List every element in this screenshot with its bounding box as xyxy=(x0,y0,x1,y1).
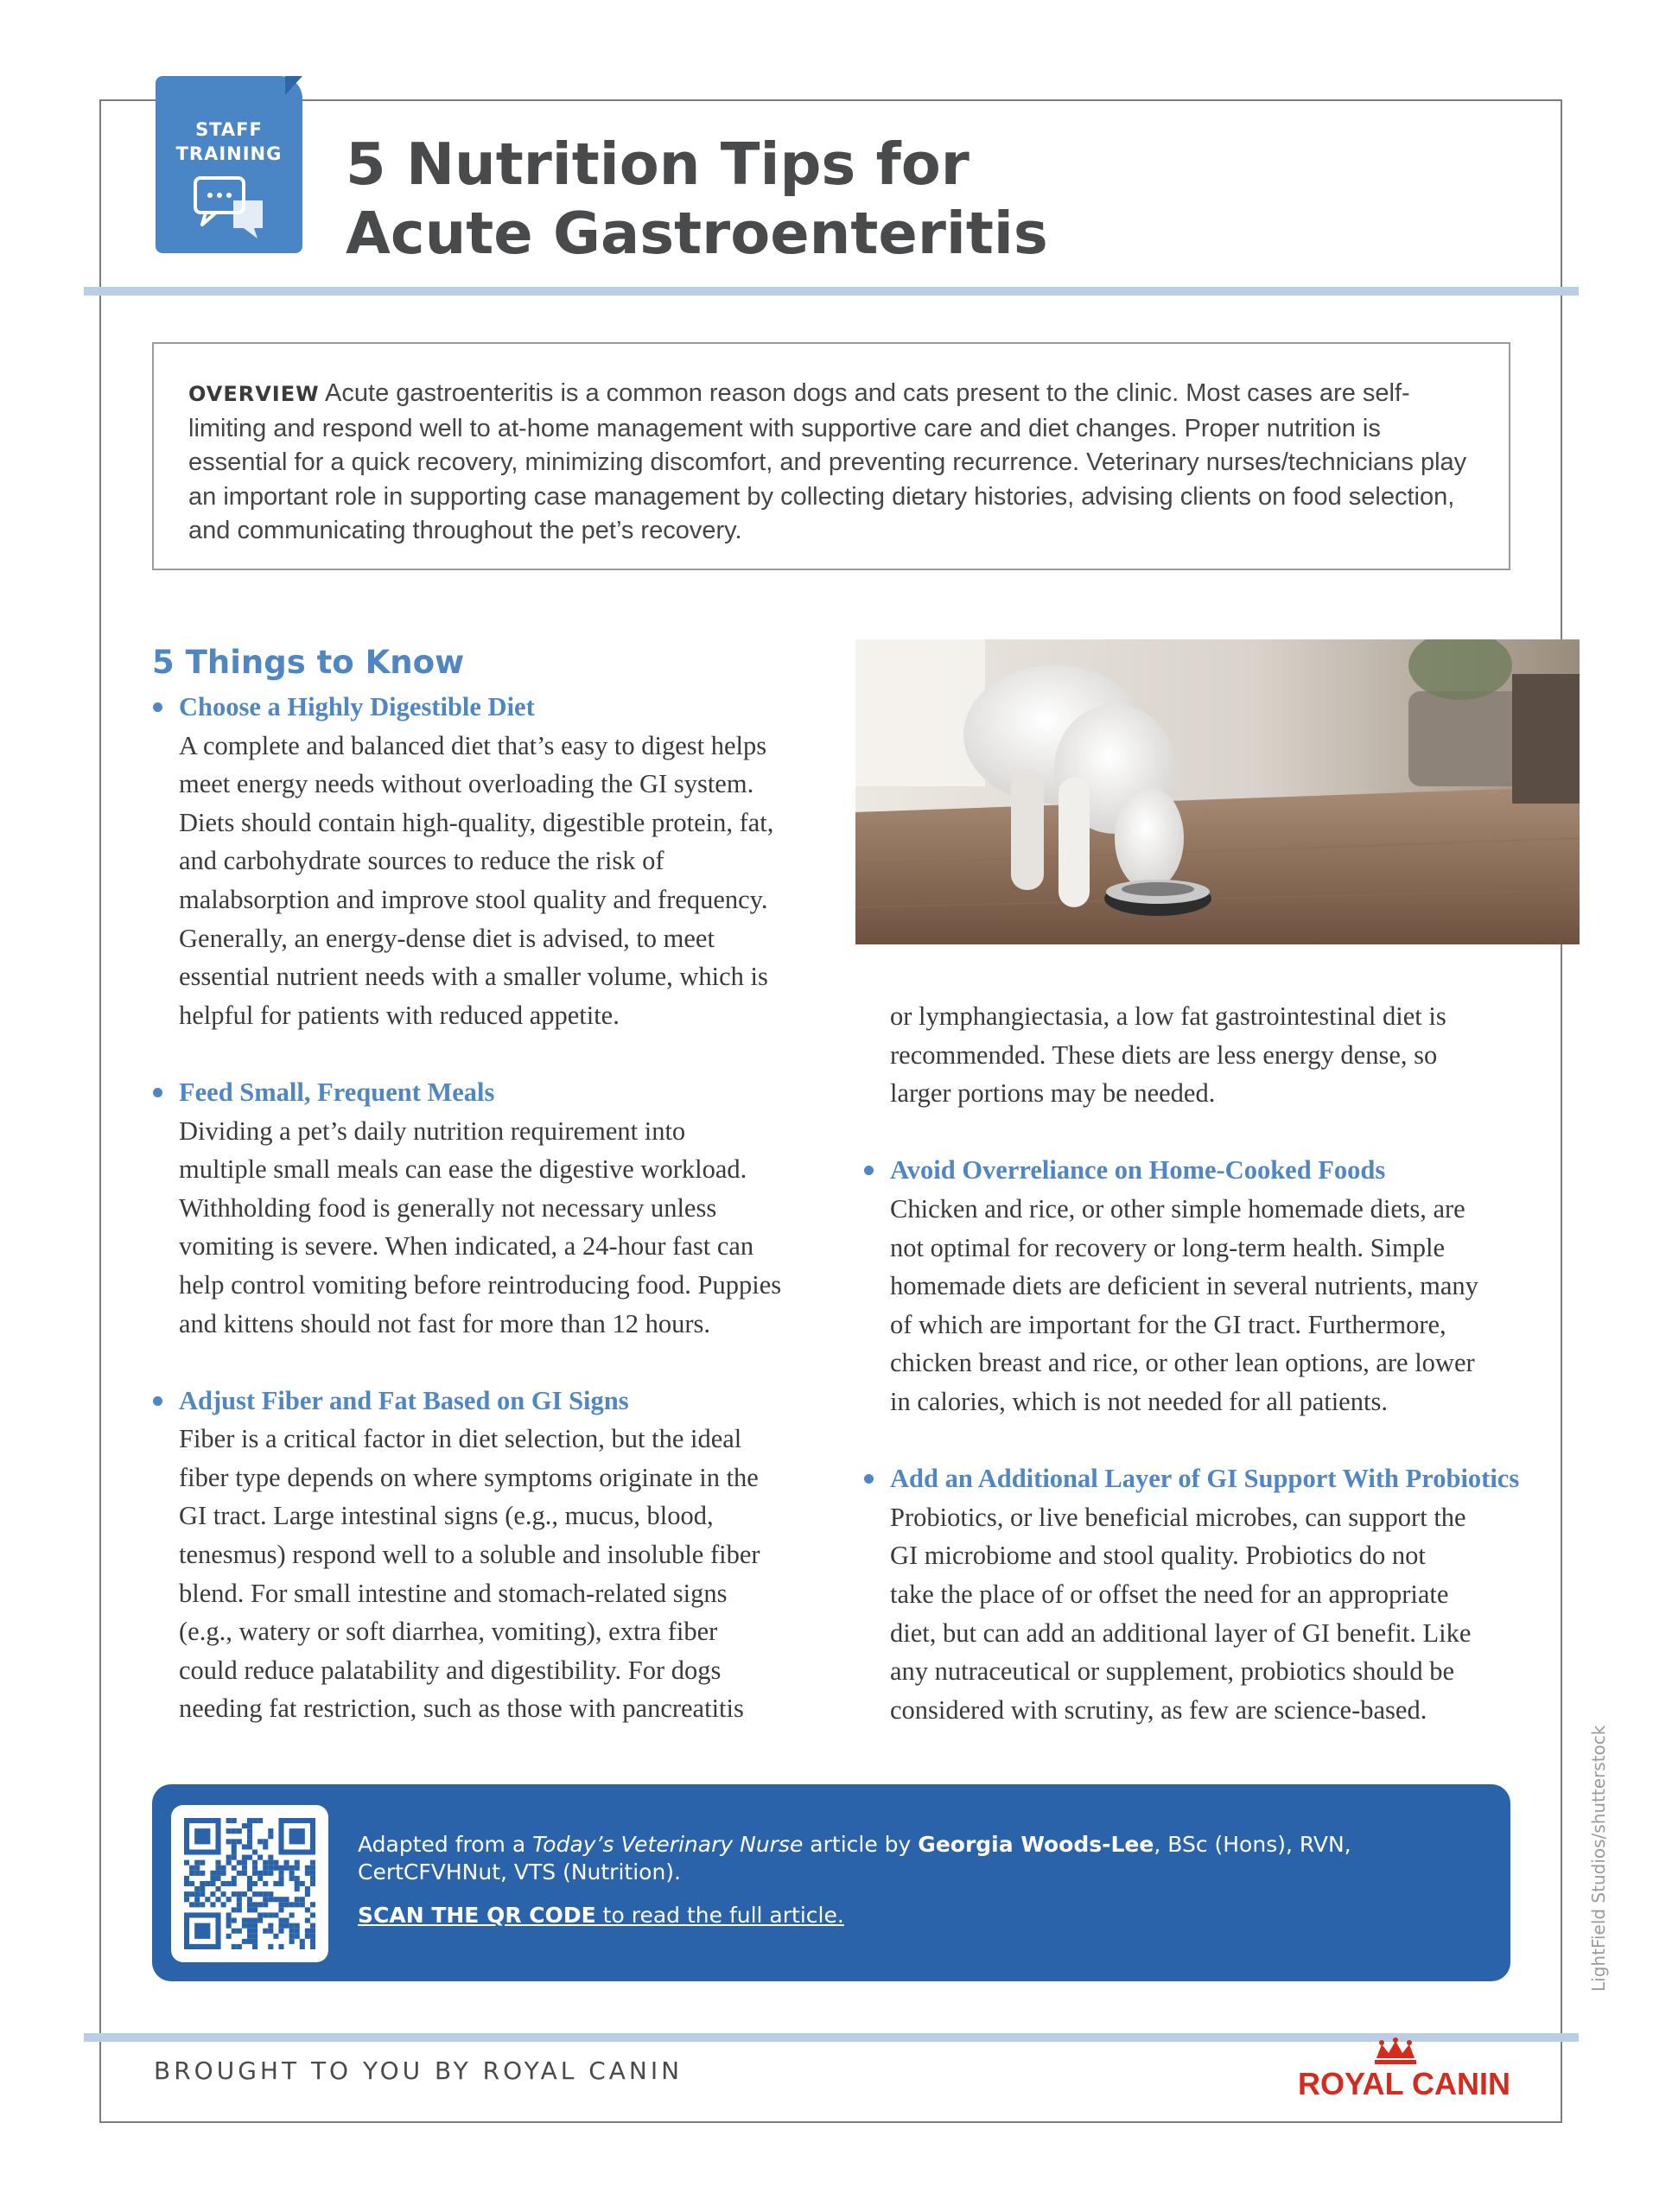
scan-qr-label: SCAN THE QR CODE xyxy=(358,1903,596,1928)
tip-3-line: tenesmus) respond well to a soluble and insoluble fiber xyxy=(179,1540,760,1570)
article-source-text xyxy=(358,1831,1481,1929)
author-name: Georgia Woods-Lee xyxy=(918,1832,1154,1857)
sponsor-line: BROUGHT TO YOU BY ROYAL CANIN xyxy=(154,2056,683,2085)
tip-4-line: Chicken and rice, or other simple homemade diets, are xyxy=(890,1193,1465,1224)
staff-training-badge xyxy=(156,76,302,253)
tip-3-line: Fiber is a critical factor in diet selection, but the ideal xyxy=(179,1424,742,1454)
tip-3-continued xyxy=(890,997,1547,1113)
publication-name: Today’s Veterinary Nurse xyxy=(532,1832,804,1857)
tip-3-line: blend. For small intestine and stomach-related signs xyxy=(179,1578,728,1608)
tip-3-line: GI tract. Large intestinal signs (e.g., mucus, blood, xyxy=(179,1501,714,1531)
tip-2-line: and kittens should not fast for more than 12 hours. xyxy=(179,1308,710,1338)
tip-1-line: Diets should contain high-quality, digestible protein, fat, xyxy=(179,807,774,837)
tip-5-body xyxy=(890,1498,1547,1730)
page-title xyxy=(346,130,1048,268)
tip-5-line: diet, but can add an additional layer of GI benefit. Like xyxy=(890,1618,1472,1648)
tip-3-line: or lymphangiectasia, a low fat gastrointestinal diet is xyxy=(890,1001,1446,1031)
badge-line-2: TRAINING xyxy=(175,143,283,164)
tip-1-line: essential nutrient needs with a smaller volume, which is xyxy=(179,962,768,992)
header-rule xyxy=(84,287,1579,296)
bullet-icon xyxy=(153,1088,162,1097)
tip-2-heading xyxy=(179,1073,836,1112)
logo-text: ROYAL CANIN xyxy=(1297,2066,1511,2101)
tip-4-line: in calories, which is not needed for all patients. xyxy=(890,1386,1388,1416)
tip-3-line: (e.g., watery or soft diarrhea, vomiting), extra fiber xyxy=(179,1617,718,1647)
tip-5-line: GI microbiome and stool quality. Probiotics do not xyxy=(890,1541,1426,1571)
tip-3-line: could reduce palatability and digestibility. For dogs xyxy=(179,1655,722,1685)
overview-box xyxy=(152,342,1510,570)
tip-4-line: not optimal for recovery or long-term health. Simple xyxy=(890,1232,1446,1262)
photo-credit: LightField Studios/shutterstock xyxy=(1588,1725,1609,1992)
dog-eating-photo xyxy=(855,639,1580,944)
tip-1-heading-text: Choose a Highly Digestible Diet xyxy=(179,692,535,721)
full-article-link[interactable] xyxy=(358,1902,1481,1929)
tip-1-line: helpful for patients with reduced appetite. xyxy=(179,1000,620,1030)
scan-qr-rest: to read the full article. xyxy=(595,1903,844,1928)
bullet-icon xyxy=(153,1396,162,1406)
qr-code[interactable] xyxy=(171,1805,328,1962)
tip-1-heading xyxy=(179,688,836,727)
tip-3-line: recommended. These diets are less energy dense, so xyxy=(890,1039,1438,1070)
tip-3-line: larger portions may be needed. xyxy=(890,1078,1216,1109)
tip-2-body xyxy=(179,1112,836,1344)
tip-4-heading-text: Avoid Overreliance on Home-Cooked Foods xyxy=(890,1155,1386,1185)
tip-1-line: Generally, an energy-dense diet is advised, to meet xyxy=(179,923,715,953)
tip-1-line: and carbohydrate sources to reduce the risk of xyxy=(179,846,664,876)
overview-paragraph xyxy=(188,377,1485,549)
tip-3-body xyxy=(179,1420,836,1728)
royal-canin-logo xyxy=(1292,2037,1516,2107)
badge-line-1: STAFF xyxy=(195,119,263,140)
tip-2-heading-text: Feed Small, Frequent Meals xyxy=(179,1077,495,1107)
tip-5-line: Probiotics, or live beneficial microbes, can support the xyxy=(890,1502,1466,1532)
tip-4-line: chicken breast and rice, or other lean options, are lower xyxy=(890,1348,1475,1378)
tip-4-line: of which are important for the GI tract. Furthermore, xyxy=(890,1309,1446,1339)
bullet-icon xyxy=(153,702,162,712)
author-credentials: , BSc (Hons), RVN, CertCFVHNut, VTS (Nutrition). xyxy=(358,1832,1351,1885)
tip-4-heading xyxy=(890,1151,1547,1190)
tip-3-heading-text: Adjust Fiber and Fat Based on GI Signs xyxy=(179,1385,629,1415)
tip-4-body xyxy=(890,1190,1547,1421)
tip-1-line: A complete and balanced diet that’s easy to digest helps xyxy=(179,730,767,760)
tip-5-line: any nutraceutical or supplement, probiotics should be xyxy=(890,1656,1455,1687)
title-line-1: 5 Nutrition Tips for xyxy=(346,130,970,198)
tip-2-line: help control vomiting before reintroducing food. Puppies xyxy=(179,1269,782,1300)
right-column xyxy=(890,997,1547,1729)
tip-3-heading xyxy=(179,1382,836,1421)
section-title: 5 Things to Know xyxy=(152,644,465,681)
tip-1-line: meet energy needs without overloading the GI system. xyxy=(179,769,754,799)
overview-text: Acute gastroenteritis is a common reason dogs and cats present to the clinic. Most cases are self-limiting and respond well to at-home management with supportive care and diet changes. Proper nutrition is essential for a quick recovery, minimizing discomfort, and preventing recurrence. Veterinary nurses/technicians play an important role in supporting case management by collecting dietary histories, advising clients on food selection, and communicating throughout the pet’s recovery. xyxy=(188,379,1467,544)
tip-2-line: Dividing a pet’s daily nutrition requirement into xyxy=(179,1116,686,1146)
tip-4-line: homemade diets are deficient in several nutrients, many xyxy=(890,1271,1478,1301)
tip-5-heading-text: Add an Additional Layer of GI Support With Probiotics xyxy=(890,1464,1520,1494)
qr-code-icon xyxy=(184,1818,315,1949)
tip-1-line: malabsorption and improve stool quality and frequency. xyxy=(179,884,768,914)
tip-5-line: considered with scrutiny, as few are science-based. xyxy=(890,1694,1427,1725)
tip-5-heading xyxy=(890,1459,1547,1498)
tip-2-line: multiple small meals can ease the digestive workload. xyxy=(179,1154,747,1185)
adapted-pre: Adapted from a xyxy=(358,1832,533,1857)
tip-2-line: vomiting is severe. When indicated, a 24-hour fast can xyxy=(179,1231,754,1262)
adapted-mid: article by xyxy=(803,1832,919,1857)
overview-label: OVERVIEW xyxy=(188,382,320,406)
tip-1-body xyxy=(179,727,836,1035)
tip-5-line: take the place of or offset the need for an appropriate xyxy=(890,1579,1449,1609)
title-line-2: Acute Gastroenteritis xyxy=(346,200,1048,267)
badge-fold xyxy=(285,76,302,95)
tip-2-line: Withholding food is generally not necessary unless xyxy=(179,1192,717,1223)
tip-3-line: fiber type depends on where symptoms originate in the xyxy=(179,1462,759,1492)
tip-3-line: needing fat restriction, such as those with pancreatitis xyxy=(179,1694,744,1724)
left-column xyxy=(179,688,836,1728)
adapted-from xyxy=(358,1831,1481,1886)
article-source-box xyxy=(152,1784,1510,1981)
chat-bubbles-icon xyxy=(194,175,268,242)
